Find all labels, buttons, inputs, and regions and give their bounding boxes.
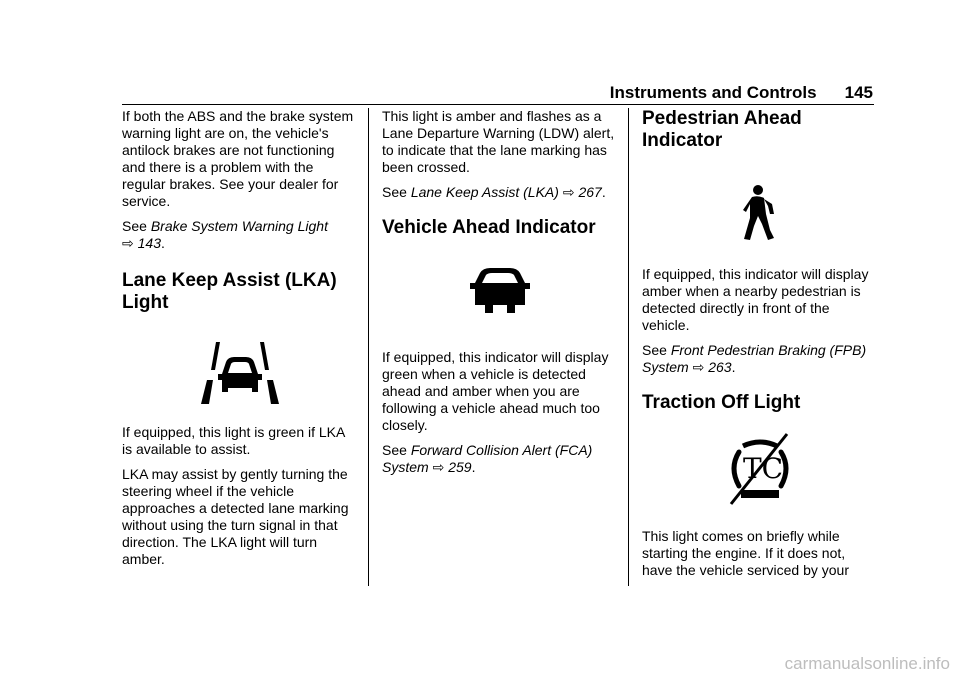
lka-paragraph-1: If equipped, this light is green if LKA is available to assist. <box>122 424 345 457</box>
column-2 <box>382 108 618 484</box>
pedestrian-heading: Pedestrian Ahead Indicator <box>642 108 802 151</box>
reference-link[interactable]: Lane Keep Assist (LKA) <box>410 184 559 200</box>
see-reference: See Front Pedestrian Braking (FPB) System ⇨ 263. <box>642 342 867 375</box>
page-reference-icon: ⇨ <box>122 235 134 251</box>
pedestrian-icon <box>642 184 878 242</box>
page-reference-icon: ⇨ <box>692 359 705 375</box>
see-reference: See Lane Keep Assist (LKA) ⇨ 267. <box>382 184 606 200</box>
header-title: Instruments and Controls <box>609 83 817 102</box>
lka-paragraph-2: LKA may assist by gently turning the steering wheel if the vehicle approaches a detected lane marking without using the turn signal in that direction. The LKA light will turn amber. <box>122 466 349 567</box>
reference-page[interactable]: 143 <box>137 235 161 251</box>
page-header <box>0 83 873 103</box>
traction-off-paragraph: This light comes on briefly while starting the engine. If it does not, have the vehicle serviced by your <box>642 528 849 578</box>
vehicle-ahead-paragraph: If equipped, this indicator will display green when a vehicle is detected ahead and amber when you are following a vehicle ahead much too closely. <box>382 349 609 433</box>
reference-page[interactable]: 267 <box>578 184 602 200</box>
column-divider-2 <box>628 108 629 586</box>
reference-link[interactable]: Front Pedestrian Braking (FPB) System <box>642 342 867 375</box>
watermark: carmanualsonline.info <box>784 654 950 673</box>
reference-link[interactable]: Brake System Warning Light <box>150 218 328 234</box>
traction-off-icon <box>642 432 878 510</box>
traction-icon-text: TC <box>743 452 784 485</box>
lane-keep-assist-icon <box>122 340 358 406</box>
ldw-paragraph: This light is amber and flashes as a Lane Departure Warning (LDW) alert, to indicate that the lane marking has been crossed. <box>382 108 615 175</box>
vehicle-ahead-icon <box>382 267 618 327</box>
reference-page[interactable]: 259 <box>448 459 472 475</box>
reference-link[interactable]: Forward Collision Alert (FCA) System <box>382 442 593 475</box>
lka-heading: Lane Keep Assist (LKA) Light <box>122 270 337 313</box>
traction-off-heading: Traction Off Light <box>642 392 801 413</box>
see-reference: See Brake System Warning Light ⇨ 143. <box>122 218 328 251</box>
vehicle-ahead-heading: Vehicle Ahead Indicator <box>382 217 596 238</box>
page-reference-icon: ⇨ <box>432 459 445 475</box>
reference-page[interactable]: 263 <box>708 359 732 375</box>
column-divider-1 <box>368 108 369 586</box>
pedestrian-paragraph: If equipped, this indicator will display amber when a nearby pedestrian is detected directly in front of the vehicle. <box>642 266 869 333</box>
page-reference-icon: ⇨ <box>562 184 575 200</box>
column-1 <box>122 108 358 576</box>
column-3 <box>642 108 878 587</box>
page-number: 145 <box>844 83 873 102</box>
header-rule <box>122 104 874 105</box>
abs-paragraph: If both the ABS and the brake system warning light are on, the vehicle's antilock brakes are not functioning and there is a problem with the regular brakes. See your dealer for service. <box>122 108 354 209</box>
see-reference: See Forward Collision Alert (FCA) System ⇨ 259. <box>382 442 593 475</box>
